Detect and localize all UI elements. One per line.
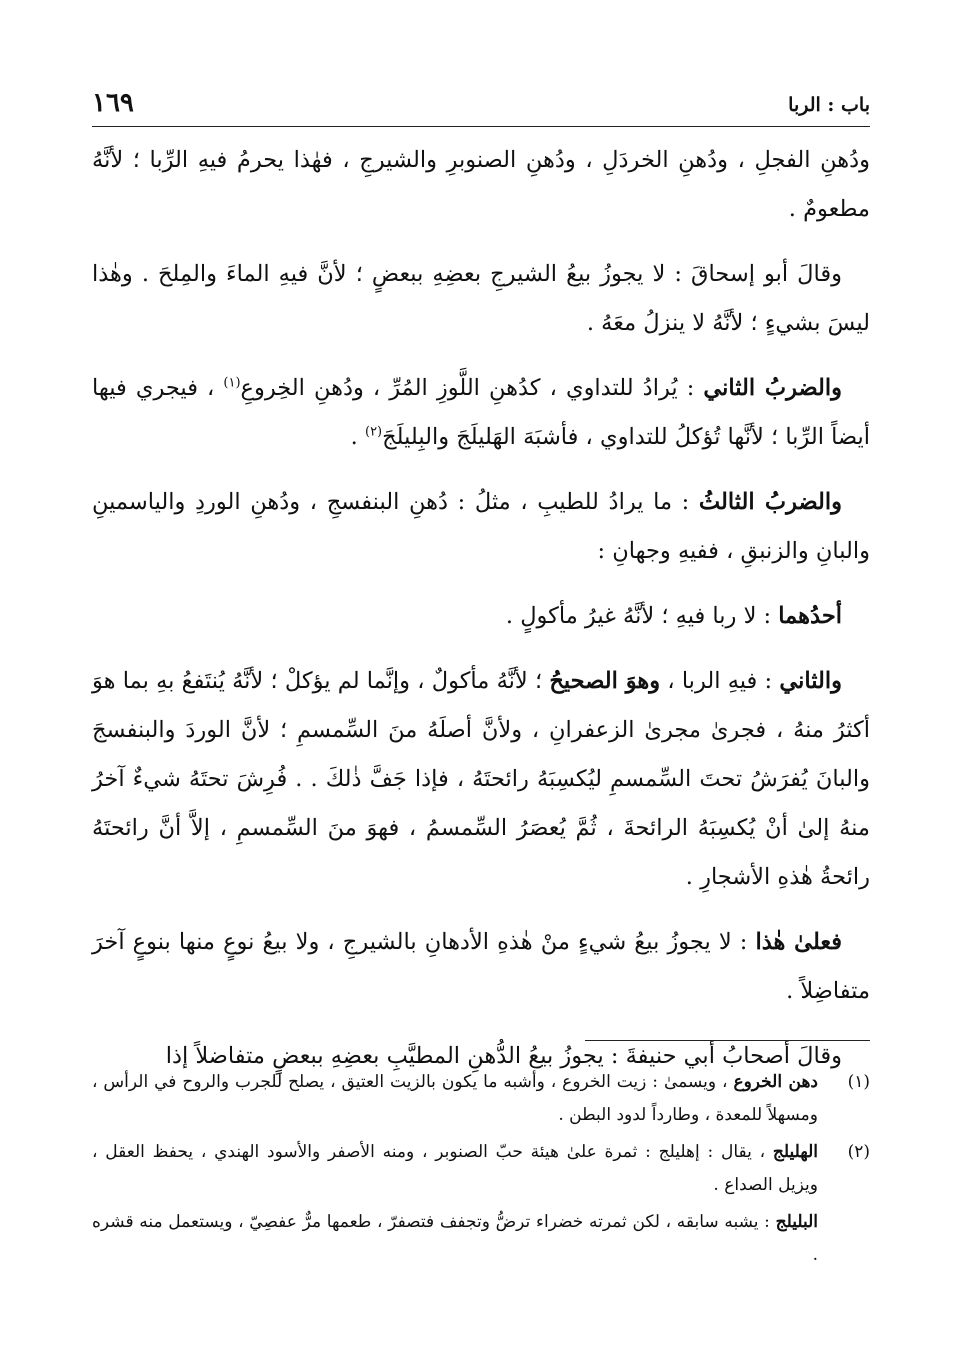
paragraph-3-text-c: . [350,424,365,450]
footnotes [92,1066,870,1276]
footnote-1-number: (١) [847,1072,870,1092]
footnote-ref-2[interactable]: (٢) [364,424,383,440]
paragraph-7-heading: فعلىٰ هٰذا [755,929,842,955]
paragraph-2-text: وقالَ أبو إسحاقَ : لا يجوزُ بيعُ الشيرجِ بعضِهِ ببعضٍ ؛ لأنَّ فيهِ الماءَ والمِلحَ . وهٰذا ليسَ بشيءٍ ؛ لأنَّهُ لا ينزلُ معَهُ . [92,261,870,336]
paragraph-7-text: : لا يجوزُ بيعُ شيءٍ منْ هٰذهِ الأدهانِ بالشيرجِ ، ولا بيعُ نوعٍ منها بنوعٍ آخرَ متفاضِلاً . [92,929,870,1004]
page-header [92,86,870,127]
footnote-ref-1[interactable]: (١) [223,375,241,391]
main-text [92,136,870,1097]
paragraph-6-heading: والثاني [779,668,842,694]
paragraph-5 [92,592,870,641]
paragraph-6-text-a: : فيهِ الربا ، [660,668,780,694]
paragraph-6 [92,657,870,902]
paragraph-1 [92,136,870,234]
paragraph-3 [92,364,870,462]
footnote-divider [585,1040,870,1041]
paragraph-3-heading: والضربُ الثاني [703,375,842,401]
paragraph-6-text-b: ؛ لأنَّهُ مأكولٌ ، وإنَّما لم يؤكلْ ؛ لأنَّهُ يُنتَفعُ بهِ بما هوَ أكثرُ منهُ ، فجرىٰ مجرىٰ الزعفرانِ ، ولأنَّ أصلَهُ منَ السِّمسمِ ؛ لأنَّ الوردَ والبنفسجَ والبانَ يُفرَشُ تحتَ السِّمسمِ ليُكسِبَهُ رائحتَهُ ، فإذا جَفَّ ذٰلكَ . . فُرِشَ تحتَهُ شيءٌ آخرُ منهُ إلىٰ أنْ يُكسِبَهُ الرائحةَ ، ثُمَّ يُعصَرُ السِّمسمُ ، فهوَ منَ السِّمسمِ ، إلاَّ أنَّ رائحتَهُ رائحةُ هٰذهِ الأشجارِ . [92,668,870,890]
footnote-3-term: البليلج [775,1212,818,1232]
paragraph-6-emphasis: وهوَ الصحيحُ [549,668,661,694]
footnote-2-continued [92,1206,870,1272]
paragraph-2 [92,250,870,348]
paragraph-5-heading: أحدُهما [778,603,842,629]
paragraph-5-text: : لا ربا فيهِ ؛ لأنَّهُ غيرُ مأكولٍ . [505,603,779,629]
paragraph-7 [92,918,870,1016]
page-number: ١٦٩ [92,88,134,118]
paragraph-3-text-b: ، فيجري فيها أيضاً الرِّبا ؛ لأنَّها تُؤكلُ للتداوي ، فأشبَهَ الهَليلَجَ والبِليلَجَ [92,375,870,450]
footnote-2 [92,1136,870,1202]
footnote-2-term: الهليلج [772,1142,818,1162]
paragraph-4-text: : ما يرادُ للطيبِ ، مثلُ : دُهنِ البنفسجِ ، ودُهنِ الوردِ والياسمينِ والبانِ والزنبقِ ، ففيهِ وجهانِ : [92,489,870,564]
paragraph-8-text: وقالَ أصحابُ أبي حنيفةَ : يجوزُ بيعُ الدُّهنِ المطيَّبِ بعضِهِ ببعضٍ متفاضلاً إذا [165,1043,842,1069]
footnote-2-text: ، يقال : إهليلج : ثمرة علىٰ هيئة حبّ الصنوبر ، ومنه الأصفر والأسود الهندي ، يحفظ العقل ، ويزيل الصداع . [92,1142,818,1195]
paragraph-1-text: ودُهنِ الفجلِ ، ودُهنِ الخردَلِ ، ودُهنِ الصنوبرِ والشيرجِ ، فهٰذا يحرمُ فيهِ الرِّبا ؛ لأنَّهُ مطعومٌ . [92,147,870,222]
footnote-2-number: (٢) [847,1142,870,1162]
running-title: باب : الربا [788,94,870,116]
footnote-1 [92,1066,870,1132]
footnote-3-text: : يشبه سابقه ، لكن ثمرته خضراء ترضُّ وتجفف فتصفرّ ، طعمها مرٌّ عفصِيّ ، ويستعمل منه قشره . [92,1212,818,1265]
paragraph-4-heading: والضربُ الثالثُ [698,489,842,515]
paragraph-4 [92,478,870,576]
footnote-1-term: دهن الخروع [733,1072,818,1092]
footnote-1-text: ، ويسمىٰ : زيت الخروع ، وأشبه ما يكون بالزيت العتيق ، يصلح للجرب والروح في الرأس ، ومسهلاً للمعدة ، وطارداً لدود البطن . [92,1072,818,1125]
paragraph-3-text-a: : يُرادُ للتداوي ، كدُهنِ اللَّوزِ المُرِّ ، ودُهنِ الخِروعِ [240,375,704,401]
